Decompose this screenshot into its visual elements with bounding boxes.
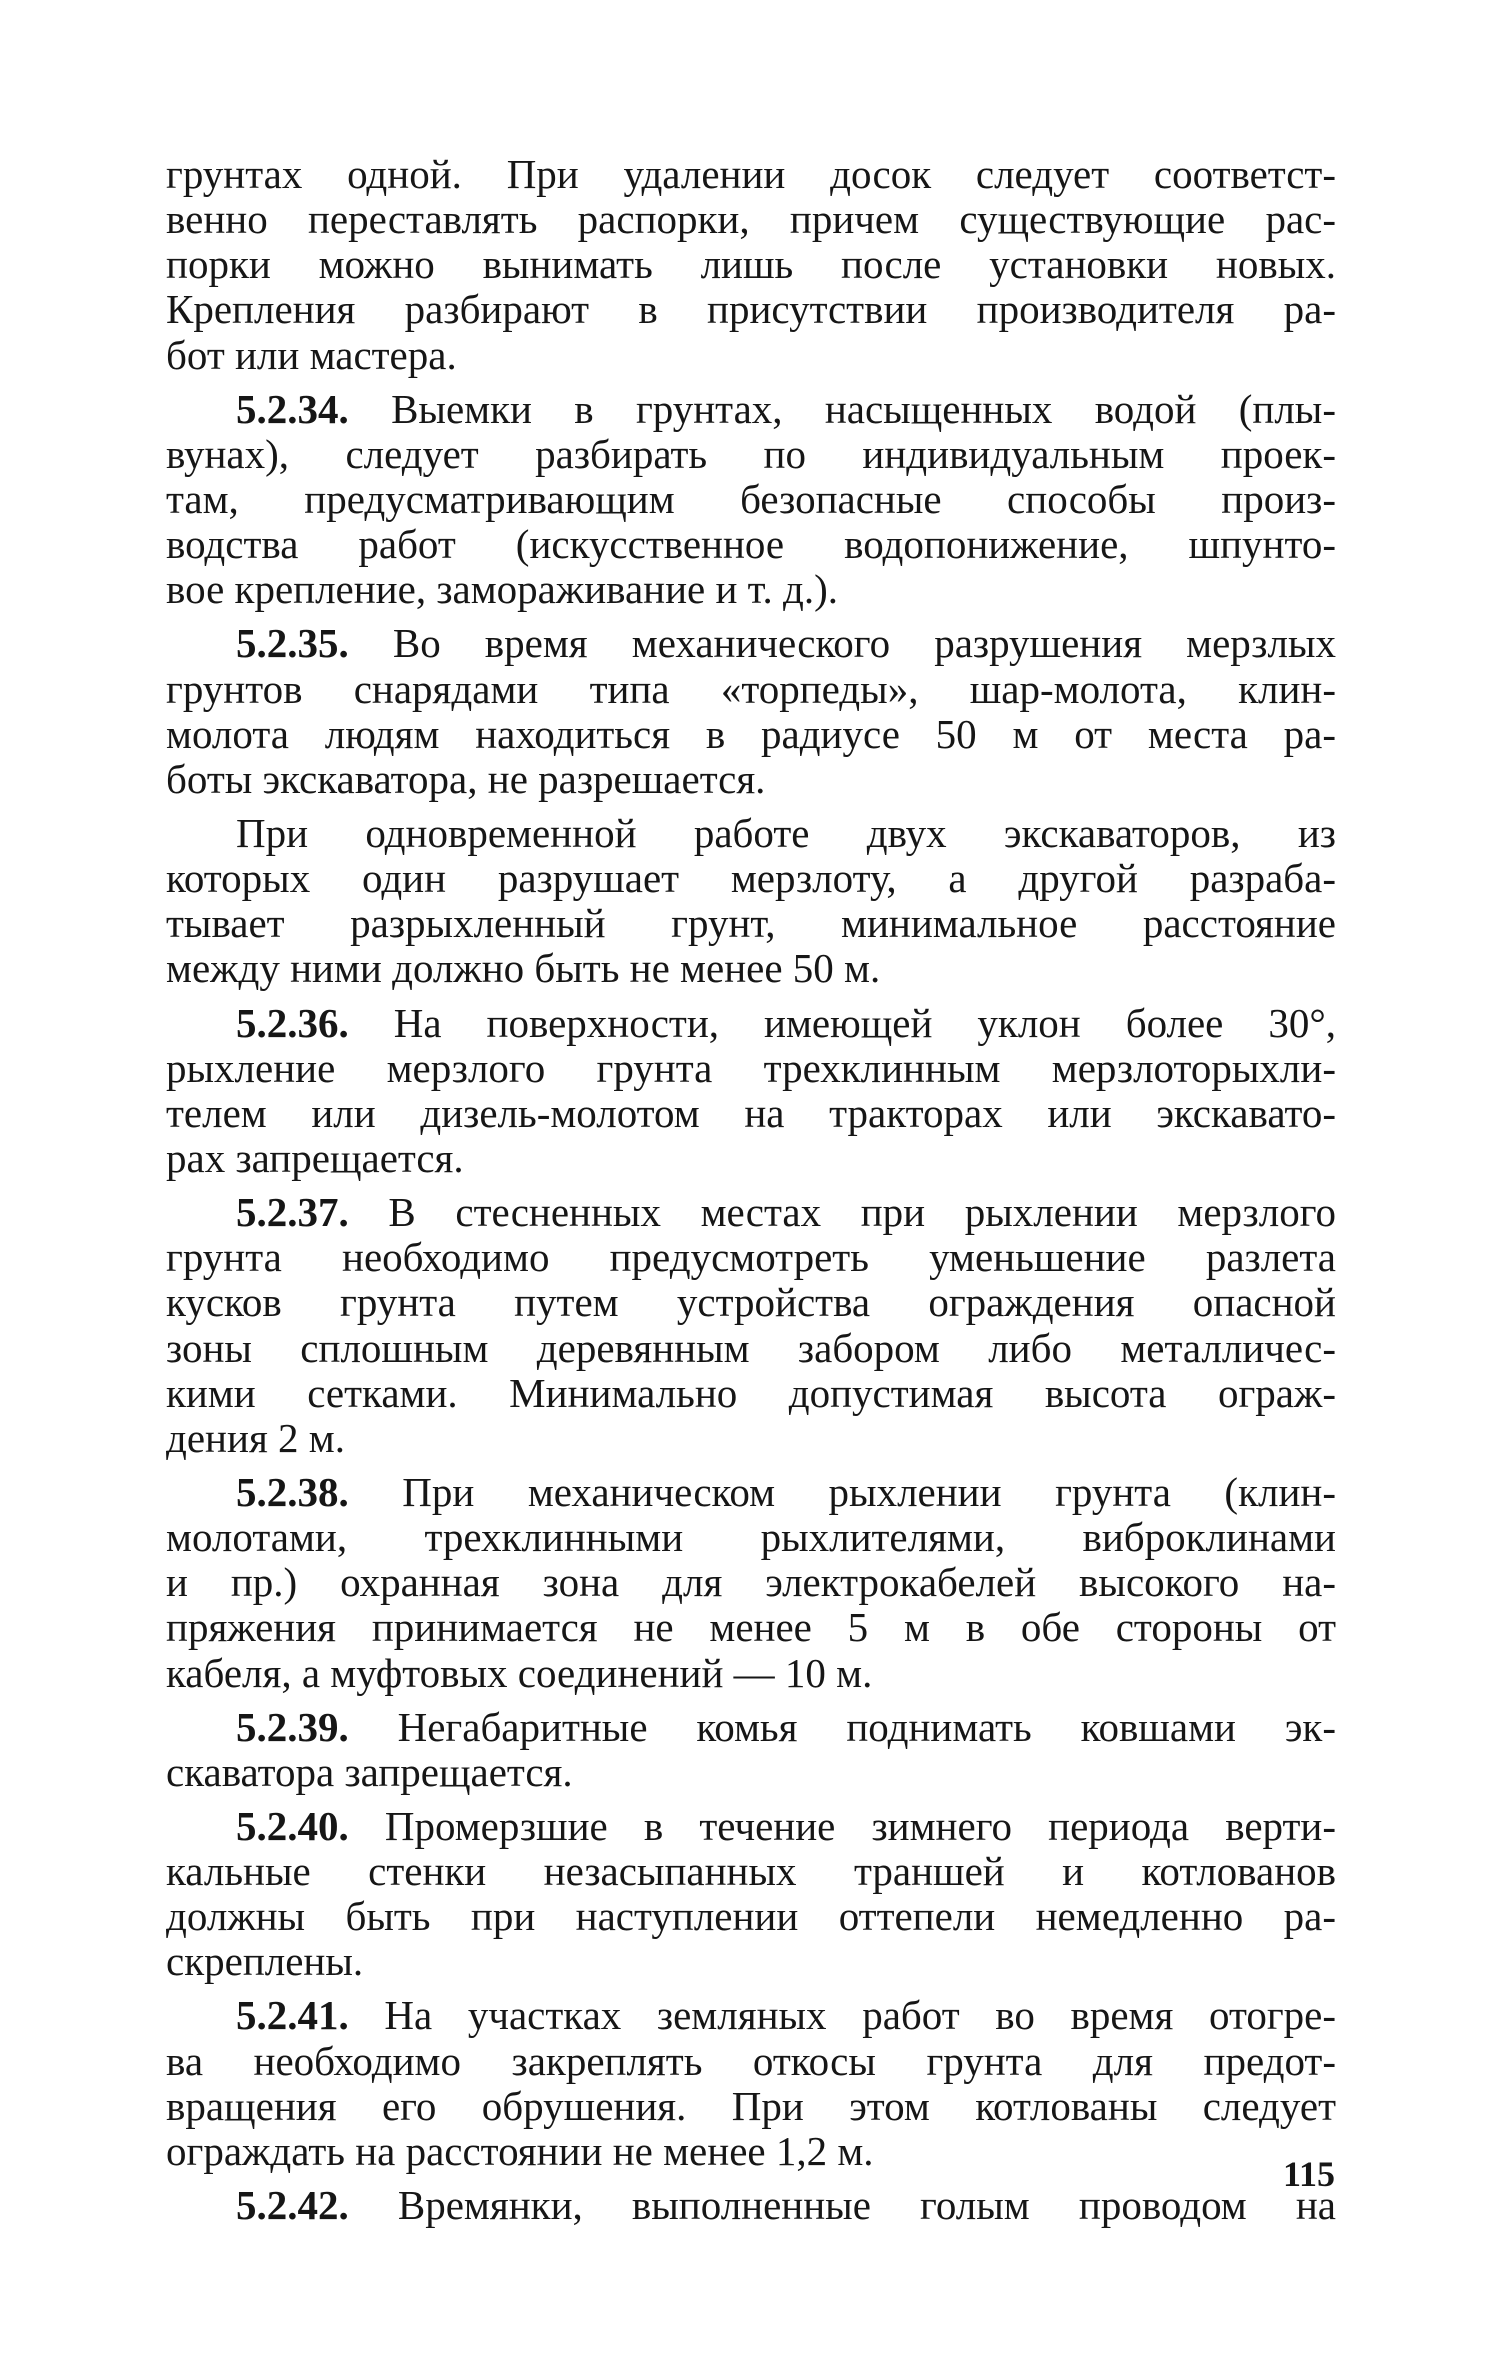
text-line-first xyxy=(166,1190,1336,1235)
text-line: В стесненных местах при рыхлении мерзлого xyxy=(388,1189,1336,1236)
text-line: между ними должно быть не менее 50 м. xyxy=(166,945,881,992)
text-line: При одновременной работе двух экскаваторов, из xyxy=(236,809,1336,856)
text-line: телем или дизель-молотом на тракторах или экскавато- xyxy=(166,1089,1336,1136)
text-line: ограждать на расстоянии не менее 1,2 м. xyxy=(166,2127,874,2174)
clause-number: 5.2.39. xyxy=(236,1703,349,1750)
text-line: кальные стенки незасыпанных траншей и котлованов xyxy=(166,1848,1336,1895)
text-line: Крепления разбирают в присутствии производителя ра- xyxy=(166,286,1336,333)
text-line: молотами, трехклинными рыхлителями, виброклинами xyxy=(166,1514,1336,1561)
text-line: должны быть при наступлении оттепели немедленно ра- xyxy=(166,1893,1336,1940)
text-line: водства работ (искусственное водопонижение, шпунто- xyxy=(166,521,1336,568)
paragraph xyxy=(166,811,1336,992)
paragraph-5-2-36 xyxy=(166,1001,1336,1182)
page-body xyxy=(166,152,1336,2228)
text-line: кабеля, а муфтовых соединений — 10 м. xyxy=(166,1649,873,1696)
text-line: пряжения принимается не менее 5 м в обе стороны от xyxy=(166,1604,1336,1651)
text-line: и пр.) охранная зона для электрокабелей высокого на- xyxy=(166,1559,1336,1606)
text-line: вращения его обрушения. При этом котлованы следует xyxy=(166,2082,1336,2129)
text-line: При механическом рыхлении грунта (клин- xyxy=(402,1468,1336,1515)
text-line-first xyxy=(166,1001,1336,1046)
text-line-first xyxy=(166,621,1336,666)
clause-number: 5.2.34. xyxy=(236,385,349,432)
paragraph-5-2-42 xyxy=(166,2183,1336,2228)
clause-number: 5.2.41. xyxy=(236,1992,349,2039)
clause-number: 5.2.36. xyxy=(236,999,349,1046)
text-line: скреплены. xyxy=(166,1938,364,1985)
paragraph-5-2-35 xyxy=(166,621,1336,802)
paragraph-5-2-41 xyxy=(166,1993,1336,2174)
text-line: кусков грунта путем устройства ограждения опасной xyxy=(166,1279,1336,1326)
text-line: скаватора запрещается. xyxy=(166,1748,573,1795)
text-line: На поверхности, имеющей уклон более 30°, xyxy=(393,999,1337,1046)
text-line: вое крепление, замораживание и т. д.). xyxy=(166,566,839,613)
text-line: Выемки в грунтах, насыщенных водой (плы- xyxy=(391,385,1336,432)
text-line: Негабаритные комья поднимать ковшами эк- xyxy=(397,1703,1336,1750)
text-line: ва необходимо закреплять откосы грунта для предот- xyxy=(166,2037,1336,2084)
text-line: венно переставлять распорки, причем существующие рас- xyxy=(166,196,1336,243)
text-line: грунтах одной. При удалении досок следует соответст- xyxy=(166,151,1336,197)
text-line: молота людям находиться в радиусе 50 м от места ра- xyxy=(166,710,1336,757)
text-line: бот или мастера. xyxy=(166,331,457,378)
text-line-first xyxy=(166,1705,1336,1750)
text-line: Во время механического разрушения мерзлых xyxy=(392,620,1336,667)
text-line-first xyxy=(166,2183,1336,2228)
paragraph-5-2-40 xyxy=(166,1804,1336,1985)
text-line-first xyxy=(166,1993,1336,2038)
clause-number: 5.2.35. xyxy=(236,620,349,667)
paragraph-5-2-39 xyxy=(166,1705,1336,1795)
text-line: которых один разрушает мерзлоту, а другой разраба- xyxy=(166,855,1336,902)
text-line-first xyxy=(166,387,1336,432)
text-line: грунта необходимо предусмотреть уменьшение разлета xyxy=(166,1234,1336,1281)
clause-number: 5.2.38. xyxy=(236,1468,349,1515)
text-line: рыхление мерзлого грунта трехклинным мерзлоторыхли- xyxy=(166,1044,1336,1091)
clause-number: 5.2.42. xyxy=(236,2182,349,2229)
text-line: дения 2 м. xyxy=(166,1414,345,1461)
paragraph-5-2-37 xyxy=(166,1190,1336,1461)
text-line: вунах), следует разбирать по индивидуальным проек- xyxy=(166,430,1336,477)
page-number: 115 xyxy=(1282,2154,1335,2194)
text-line: грунтов снарядами типа «торпеды», шар-молота, клин- xyxy=(166,665,1336,712)
text-line-first xyxy=(166,1470,1336,1515)
clause-number: 5.2.40. xyxy=(236,1802,349,1849)
text-line: Времянки, выполненные голым проводом на xyxy=(397,2182,1336,2229)
paragraph-5-2-38 xyxy=(166,1470,1336,1696)
clause-number: 5.2.37. xyxy=(236,1189,349,1236)
paragraph-5-2-34 xyxy=(166,387,1336,613)
text-line: боты экскаватора, не разрешается. xyxy=(166,755,766,802)
text-line: порки можно вынимать лишь после установки новых. xyxy=(166,241,1336,288)
text-line: зоны сплошным деревянным забором либо металличес- xyxy=(166,1324,1336,1371)
text-line: там, предусматривающим безопасные способы произ- xyxy=(166,475,1336,522)
paragraph xyxy=(166,152,1336,378)
text-line-first xyxy=(166,1804,1336,1849)
text-line: На участках земляных работ во время отогре- xyxy=(384,1992,1336,2039)
text-line: Промерзшие в течение зимнего периода верти- xyxy=(384,1802,1336,1849)
text-line: кими сетками. Минимально допустимая высота ограж- xyxy=(166,1369,1336,1416)
text-line: рах запрещается. xyxy=(166,1134,464,1181)
text-line: тывает разрыхленный грунт, минимальное расстояние xyxy=(166,900,1336,947)
